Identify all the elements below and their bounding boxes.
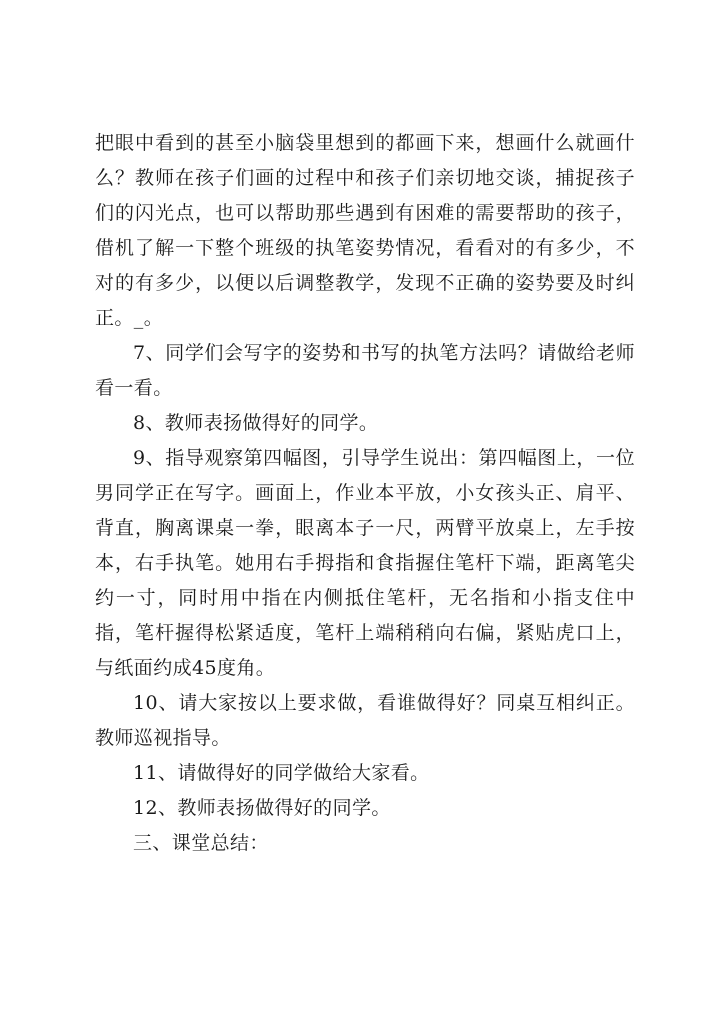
document-body xyxy=(95,126,635,861)
paragraph-continuation: 把眼中看到的甚至小脑袋里想到的都画下来，想画什么就画什么？教师在孩子们画的过程中和孩子们亲切地交谈，捕捉孩子们的闪光点，也可以帮助那些遇到有困难的需要帮助的孩子，借机了解一下整个班级的执笔姿势情况，看看对的有多少，不对的有多少，以便以后调整教学，发现不正确的姿势要及时纠正。_。 xyxy=(95,132,635,329)
section-heading-summary: 三、课堂总结： xyxy=(133,832,269,854)
paragraph-item-9: 9、指导观察第四幅图，引导学生说出：第四幅图上，一位男同学正在写字。画面上，作业本平放，小女孩头正、肩平、背直，胸离课桌一拳，眼离本子一尺，两臂平放桌上，左手按本，右手执笔。她用右手拇指和食指握住笔杆下端，距离笔尖约一寸，同时用中指在内侧抵住笔杆，无名指和小指支住中指，笔杆握得松紧适度，笔杆上端稍稍向右偏，紧贴虎口上，与纸面约成45度角。 xyxy=(95,447,635,679)
paragraph-item-10: 10、请大家按以上要求做，看谁做得好？同桌互相纠正。教师巡视指导。 xyxy=(95,692,635,749)
paragraph-item-11: 11、请做得好的同学做给大家看。 xyxy=(133,762,430,784)
paragraph-item-12: 12、教师表扬做得好的同学。 xyxy=(133,797,391,819)
paragraph-item-8: 8、教师表扬做得好的同学。 xyxy=(133,412,379,434)
paragraph-item-7: 7、同学们会写字的姿势和书写的执笔方法吗？请做给老师看一看。 xyxy=(95,342,635,399)
